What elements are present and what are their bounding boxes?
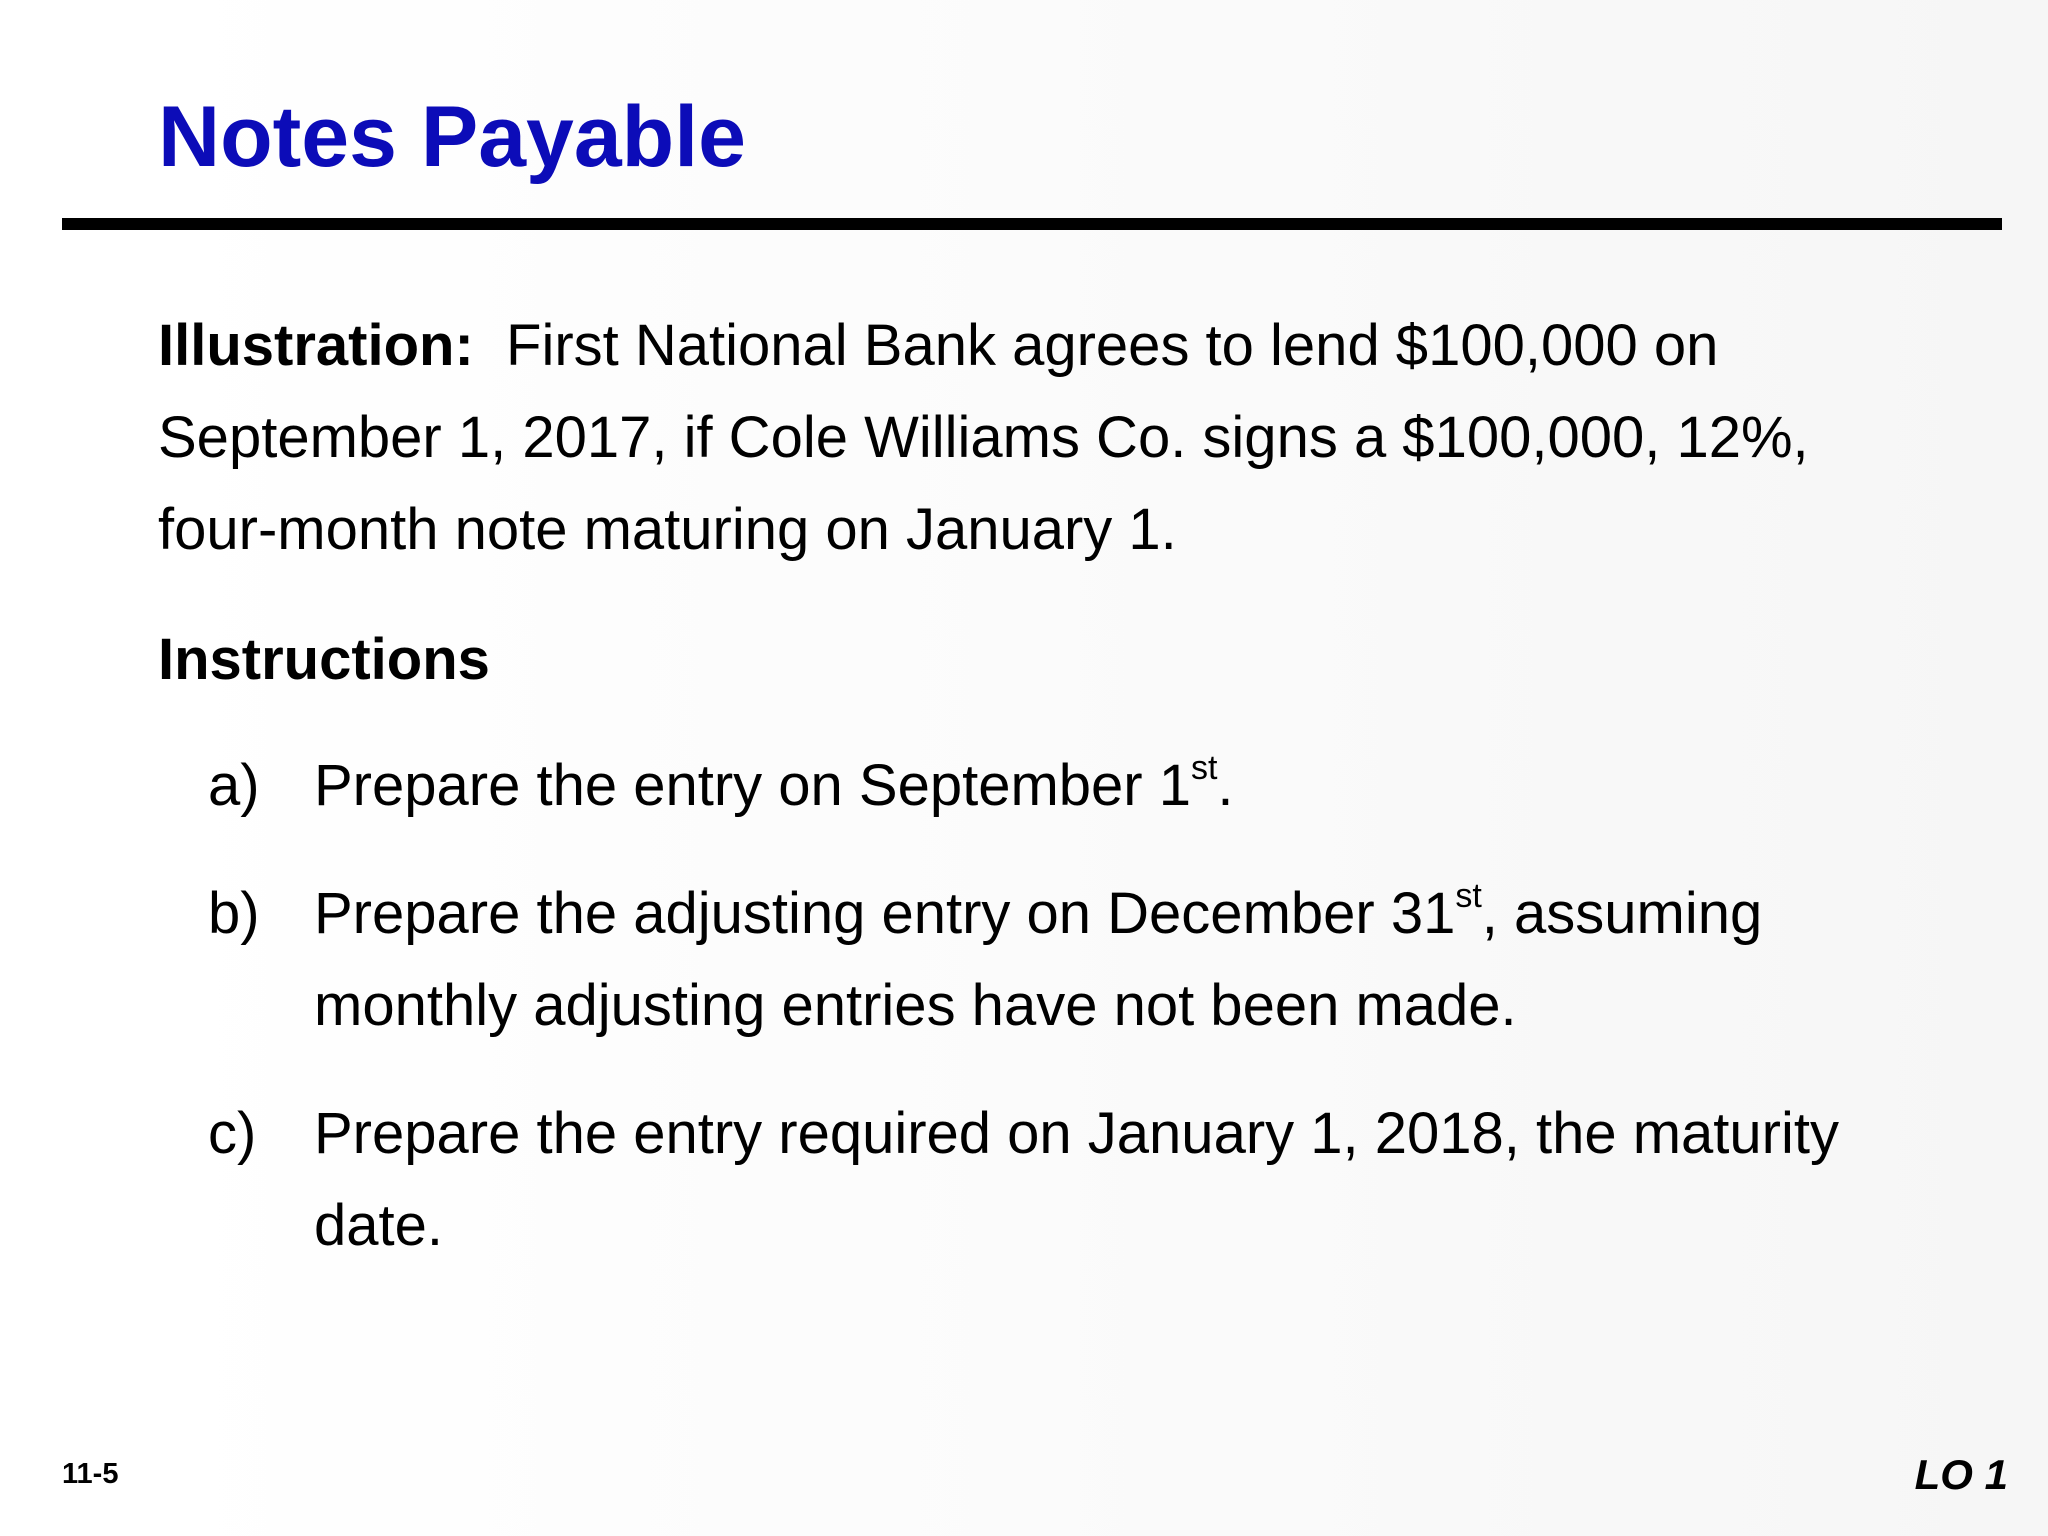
slide-number: 11-5 — [62, 1458, 119, 1490]
learning-objective-label: LO 1 — [1914, 1451, 2008, 1498]
illustration-text: First National Bank agrees to lend $100,000 on September 1, 2017, if Cole Williams Co. signs a $100,000, 12%, four-month note maturing on January 1. — [158, 313, 1809, 562]
instruction-item-c — [158, 1088, 1918, 1272]
instruction-item-a — [158, 740, 1918, 832]
instruction-text: Prepare the entry required on January 1, 2018, the maturity date. — [314, 1101, 1839, 1258]
instruction-text: Prepare the adjusting entry on December 31 — [314, 881, 1456, 946]
slide-title: Notes Payable — [158, 89, 746, 185]
instructions-heading: Instructions — [158, 627, 490, 692]
instruction-marker: c) — [208, 1101, 257, 1166]
instruction-text-end: . — [1217, 753, 1234, 818]
instruction-text: Prepare the entry on September 1 — [314, 753, 1191, 818]
instruction-item-b — [158, 868, 1918, 1052]
illustration-paragraph — [158, 300, 1938, 576]
illustration-label: Illustration: — [158, 313, 474, 378]
instruction-text-end: , assuming monthly adjusting entries have not been made. — [314, 881, 1763, 1038]
ordinal-suffix: st — [1190, 749, 1218, 787]
instruction-list — [158, 740, 1918, 1308]
title-divider — [62, 218, 2002, 230]
instruction-marker: a) — [208, 753, 260, 818]
instruction-marker: b) — [208, 881, 260, 946]
ordinal-suffix: st — [1455, 877, 1482, 915]
